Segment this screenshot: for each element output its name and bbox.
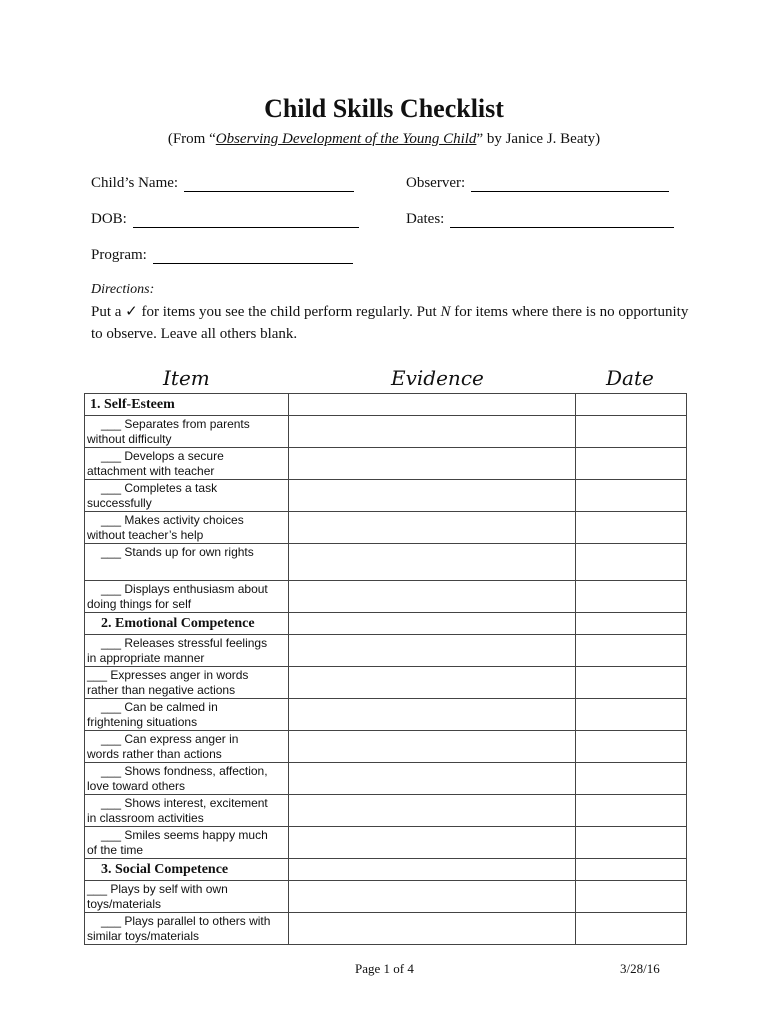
date-cell[interactable] — [576, 881, 687, 913]
skill-item — [85, 581, 289, 613]
evidence-cell[interactable] — [289, 512, 576, 544]
section-row — [85, 613, 687, 635]
evidence-cell[interactable] — [289, 913, 576, 945]
skill-text-line-2: without teacher’s help — [87, 528, 204, 542]
table-row — [85, 416, 687, 448]
skill-item — [85, 416, 289, 448]
skill-item — [85, 827, 289, 859]
directions-n-mark: N — [440, 304, 451, 320]
evidence-cell[interactable] — [289, 480, 576, 512]
skill-text-line-2: successfully — [87, 496, 152, 510]
dob-line[interactable] — [133, 213, 359, 228]
skill-item — [85, 667, 289, 699]
evidence-cell[interactable] — [289, 731, 576, 763]
table-row — [85, 544, 687, 581]
date-cell[interactable] — [576, 913, 687, 945]
table-row — [85, 448, 687, 480]
date-cell[interactable] — [576, 512, 687, 544]
dob-label: DOB: — [91, 211, 127, 227]
subtitle-suffix: ” by Janice J. Beaty) — [476, 131, 601, 147]
skill-item — [85, 913, 289, 945]
table-row — [85, 512, 687, 544]
table-row — [85, 635, 687, 667]
date-cell[interactable] — [576, 763, 687, 795]
checklist-table — [84, 393, 687, 945]
program-line[interactable] — [153, 249, 353, 264]
skill-text-line-2: frightening situations — [87, 715, 198, 729]
evidence-cell[interactable] — [289, 635, 576, 667]
skill-text-line-1: ___ Plays parallel to others with — [101, 914, 271, 928]
directions-text — [91, 301, 691, 345]
skill-text-line-2: in classroom activities — [87, 811, 204, 825]
evidence-cell[interactable] — [289, 795, 576, 827]
skill-text-line-2: words rather than actions — [87, 747, 222, 761]
table-row — [85, 480, 687, 512]
program-field[interactable] — [91, 247, 353, 264]
skill-text-line-2: of the time — [87, 843, 144, 857]
table-row — [85, 795, 687, 827]
subtitle-book-title: Observing Development of the Young Child — [215, 131, 477, 147]
dob-field[interactable] — [91, 211, 359, 228]
section-title: 3. Social Competence — [85, 859, 289, 881]
skill-text-line-2: in appropriate manner — [87, 651, 205, 665]
dates-label: Dates: — [406, 211, 445, 227]
date-cell[interactable] — [576, 859, 687, 881]
directions-label: Directions: — [91, 282, 155, 297]
skill-text-line-1: ___ Completes a task — [101, 481, 218, 495]
date-cell[interactable] — [576, 699, 687, 731]
skill-text-line-1: ___ Develops a secure — [101, 449, 224, 463]
observer-label: Observer: — [406, 175, 466, 191]
evidence-cell[interactable] — [289, 763, 576, 795]
skill-text-line-1: ___ Separates from parents — [101, 417, 250, 431]
skill-text-line-1: ___ Shows interest, excitement — [101, 796, 268, 810]
evidence-cell[interactable] — [289, 394, 576, 416]
evidence-cell[interactable] — [289, 581, 576, 613]
date-cell[interactable] — [576, 827, 687, 859]
date-cell[interactable] — [576, 795, 687, 827]
table-row — [85, 881, 687, 913]
page-title: Child Skills Checklist — [264, 94, 504, 123]
section-row — [85, 394, 687, 416]
date-cell[interactable] — [576, 544, 687, 581]
skill-text-line-2: similar toys/materials — [87, 929, 200, 943]
skill-item — [85, 635, 289, 667]
table-row — [85, 731, 687, 763]
skill-text-line-1: ___ Shows fondness, affection, — [101, 764, 268, 778]
section-title: 2. Emotional Competence — [85, 613, 289, 635]
evidence-cell[interactable] — [289, 667, 576, 699]
dates-line[interactable] — [450, 213, 674, 228]
table-row — [85, 581, 687, 613]
date-cell[interactable] — [576, 448, 687, 480]
date-column-header: Date — [606, 366, 654, 390]
subtitle-prefix: (From “ — [167, 131, 216, 147]
page-subtitle — [0, 131, 768, 148]
date-cell[interactable] — [576, 480, 687, 512]
skill-text-line-2: toys/materials — [87, 897, 162, 911]
skill-item — [85, 795, 289, 827]
skill-item — [85, 480, 289, 512]
skill-text-line-2: attachment with teacher — [87, 464, 215, 478]
skill-text-line-2: without difficulty — [87, 432, 172, 446]
evidence-cell[interactable] — [289, 859, 576, 881]
date-cell[interactable] — [576, 635, 687, 667]
table-row — [85, 913, 687, 945]
skill-item — [85, 763, 289, 795]
date-cell[interactable] — [576, 394, 687, 416]
skill-text-line-1: ___ Stands up for own rights — [101, 545, 254, 559]
skill-text-line-2: love toward others — [87, 779, 186, 793]
skill-text-line-2: doing things for self — [87, 597, 192, 611]
child-name-label: Child’s Name: — [91, 175, 179, 191]
item-column-header: Item — [163, 366, 210, 390]
skill-item — [85, 881, 289, 913]
directions-part-b: for items where there is no opportunity to observe. Leave all others blank. — [91, 304, 689, 342]
skill-item — [85, 731, 289, 763]
evidence-cell[interactable] — [289, 448, 576, 480]
skill-text-line-1: ___ Can be calmed in — [101, 700, 218, 714]
skill-item — [85, 512, 289, 544]
evidence-cell[interactable] — [289, 699, 576, 731]
date-cell[interactable] — [576, 416, 687, 448]
date-cell[interactable] — [576, 731, 687, 763]
skill-text-line-2: rather than negative actions — [87, 683, 236, 697]
table-row — [85, 827, 687, 859]
page-number: Page 1 of 4 — [355, 961, 414, 976]
evidence-cell[interactable] — [289, 544, 576, 581]
child-name-field[interactable] — [91, 175, 354, 192]
dates-field[interactable] — [406, 211, 674, 228]
observer-line[interactable] — [471, 177, 669, 192]
skill-item — [85, 699, 289, 731]
skill-text-line-1: ___ Releases stressful feelings — [101, 636, 268, 650]
section-row — [85, 859, 687, 881]
directions-part-a: Put a ✓ for items you see the child perform regularly. Put — [91, 304, 441, 320]
date-cell[interactable] — [576, 667, 687, 699]
date-cell[interactable] — [576, 613, 687, 635]
evidence-cell[interactable] — [289, 613, 576, 635]
evidence-column-header: Evidence — [391, 366, 484, 390]
observer-field[interactable] — [406, 175, 669, 192]
table-row — [85, 667, 687, 699]
skill-text-line-1: ___ Expresses anger in words — [87, 668, 249, 682]
footer-date: 3/28/16 — [620, 961, 660, 976]
skill-item — [85, 544, 289, 581]
date-cell[interactable] — [576, 581, 687, 613]
skill-text-line-1: ___ Displays enthusiasm about — [101, 582, 268, 596]
child-name-line[interactable] — [184, 177, 354, 192]
skill-text-line-1: ___ Can express anger in — [101, 732, 239, 746]
skill-text-line-1: ___ Makes activity choices — [101, 513, 244, 527]
program-label: Program: — [91, 247, 147, 263]
skill-text-line-1: ___ Plays by self with own — [87, 882, 228, 896]
section-title: 1. Self-Esteem — [85, 394, 289, 416]
skill-item — [85, 448, 289, 480]
table-row — [85, 699, 687, 731]
evidence-cell[interactable] — [289, 827, 576, 859]
skill-text-line-1: ___ Smiles seems happy much — [101, 828, 268, 842]
evidence-cell[interactable] — [289, 881, 576, 913]
table-row — [85, 763, 687, 795]
evidence-cell[interactable] — [289, 416, 576, 448]
